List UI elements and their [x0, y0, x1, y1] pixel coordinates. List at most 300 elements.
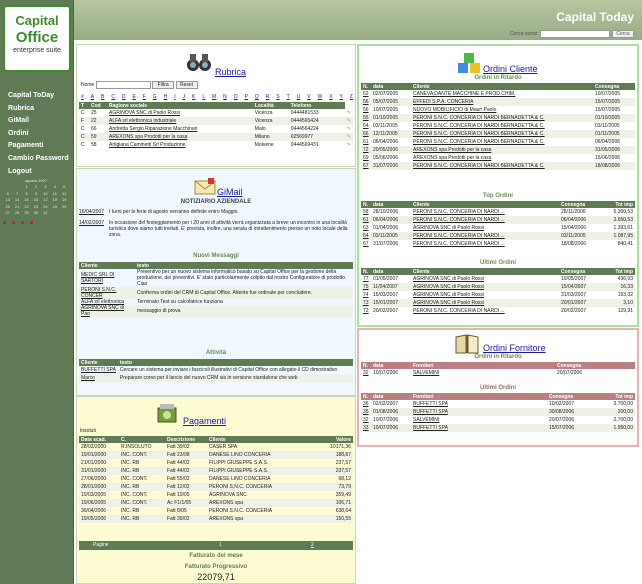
num-cell[interactable]: 72 [361, 146, 371, 154]
num-cell[interactable]: 61 [361, 216, 371, 224]
client-cell[interactable]: AGRINOVA SNC di Paolo Rossi [413, 276, 485, 282]
date-cell: 10/05/2006 [79, 515, 119, 523]
pager-label: Pagine [93, 542, 109, 548]
letter-link[interactable]: X [329, 94, 333, 100]
date-cell: 03/11/2005 [371, 232, 411, 240]
client-cell: DANESE LINO CONCERIA [207, 451, 317, 459]
col-cliente: Cliente [411, 83, 593, 90]
calendar-day[interactable]: 5 [63, 184, 66, 189]
calendar-day[interactable]: 6 [6, 190, 9, 196]
calendar-day[interactable]: 14 [14, 197, 20, 202]
sidebar [0, 0, 74, 584]
calendar-day[interactable]: 16 [33, 197, 39, 202]
client-cell[interactable]: AGRINOVA SNC di Paolo Rossi [413, 225, 485, 231]
col-consegna: Consegna [593, 83, 635, 90]
pagamenti-title[interactable]: Pagamenti [183, 416, 227, 426]
col-n: N. [361, 393, 371, 400]
num-cell[interactable]: 64 [361, 232, 371, 240]
num-cell[interactable]: 69 [363, 155, 369, 161]
client-cell[interactable]: AGRINOVA SNC di Pao [79, 305, 135, 317]
date-cell: 20/02/2007 [373, 308, 399, 314]
type-cell: INC. RB [119, 515, 165, 523]
date-cell: 31/01/2000 [79, 467, 119, 475]
letter-link[interactable]: J [182, 94, 186, 100]
calendar-day[interactable]: 1 [25, 184, 28, 189]
city-cell: Malo [254, 126, 266, 132]
col-cliente: Cliente [411, 268, 559, 275]
client-cell[interactable]: Marco [79, 374, 118, 382]
col-cod: Cod [89, 102, 107, 109]
total-cell: 5.300,53 [613, 209, 633, 215]
of-ultimi-wrap [361, 393, 635, 432]
name-cell[interactable]: Artigiana Caminetti Srl Produzione [109, 142, 186, 148]
delivery-cell: 10/07/2005 [595, 91, 621, 97]
calendar-day[interactable]: 24 [43, 203, 48, 209]
num-cell[interactable]: 74 [363, 292, 369, 298]
col-telefono: Telefono [289, 102, 345, 109]
table-row[interactable] [79, 515, 353, 523]
oc-ultimi-wrap [361, 268, 635, 315]
calendar-day[interactable]: 8 [25, 190, 28, 196]
logo-line1: Capital [15, 13, 59, 28]
table-row[interactable] [361, 224, 635, 232]
oc-top-table [361, 201, 635, 248]
date-cell: 05/06/2006 [373, 155, 399, 161]
calendar-day[interactable]: 15 [24, 197, 29, 202]
table-row[interactable] [361, 291, 635, 299]
search-input[interactable] [540, 30, 610, 38]
notiz-text: In occasione del festeggiamento per i 20 anni di attività verrà organizzata a breve un incontro in una località turistica dove siamo tutti invitati. E' prevista, inoltre, una serata di intrattenimento presso un noto locale della zona. [109, 220, 348, 238]
table-row[interactable] [361, 216, 635, 224]
of-ritardo-table [361, 362, 635, 377]
letter-link[interactable]: U [296, 94, 301, 100]
num-cell[interactable]: 56 [361, 98, 371, 106]
client-cell[interactable]: NUOVO MOBILIFICIO di Mauri Paolo [413, 107, 497, 113]
table-row[interactable] [361, 114, 635, 122]
calendar-day[interactable]: 25 [52, 203, 58, 209]
table-row[interactable] [361, 275, 635, 283]
pagamenti-table [79, 436, 353, 523]
search-button[interactable]: Cerca [612, 30, 634, 38]
edit-icon[interactable]: ✎ [346, 110, 351, 116]
page-2[interactable]: 2 [311, 542, 314, 548]
calendar-day[interactable]: 18 [52, 197, 58, 202]
calendar-day[interactable]: 13 [5, 197, 10, 202]
col-tot-imp: Tot imp [601, 268, 635, 275]
col-testo: testo [118, 359, 353, 366]
search-label: Cerca nome: [510, 31, 539, 37]
date-cell: 06/04/2006 [371, 216, 411, 224]
name-cell[interactable]: Andretta Sergio Riparazione Macchinari [109, 126, 198, 132]
letter-link[interactable]: F [142, 94, 146, 100]
delivery-cell: 31/03/2007 [561, 292, 587, 298]
num-cell[interactable]: 32 [363, 370, 369, 376]
date-cell: 15/03/2007 [373, 292, 399, 298]
table-row[interactable] [361, 400, 635, 408]
col-fornitori: Fornitori [411, 393, 547, 400]
table-row[interactable] [79, 305, 353, 317]
table-row[interactable] [361, 240, 635, 248]
letter-link[interactable]: H [163, 94, 168, 100]
nome-label: Nome [81, 82, 95, 88]
client-cell[interactable]: AGRINOVA SNC di Paolo Rossi [411, 283, 559, 291]
supplier-cell[interactable]: BUFFETTI SPA [411, 408, 547, 416]
reset-button[interactable]: Reset [176, 81, 198, 89]
table-row[interactable] [361, 138, 635, 146]
table-row[interactable] [79, 287, 353, 299]
calendar-day[interactable]: 20 [5, 203, 10, 209]
attivita-table [79, 359, 353, 382]
notiz-item [79, 220, 353, 238]
table-row[interactable] [79, 269, 353, 287]
client-cell[interactable]: AREXONS spa Prodotti per la casa [411, 146, 593, 154]
calendar-day[interactable]: 2 [34, 184, 38, 189]
date-cell: 05/07/2005 [371, 98, 411, 106]
client-cell: PERONI S.N.C. CONCERIA [207, 483, 317, 491]
letter-link[interactable]: O [233, 94, 238, 100]
num-cell[interactable]: 67 [361, 162, 371, 170]
col-data: data [371, 393, 411, 400]
table-row[interactable] [79, 366, 353, 374]
edit-icon[interactable]: ✎ [346, 126, 351, 132]
table-row[interactable] [361, 130, 635, 138]
letter-link[interactable]: C [111, 94, 115, 100]
letter-link[interactable]: A [90, 94, 95, 100]
table-row[interactable] [79, 109, 353, 117]
delivery-cell: 28/11/2006 [561, 209, 586, 215]
city-cell: Vicenza [254, 110, 273, 116]
col-cliente: Cliente [79, 262, 135, 269]
col-n: N. [361, 362, 371, 369]
delivery-cell: 03/11/2005 [595, 123, 620, 129]
num-cell[interactable]: 32 [363, 417, 369, 423]
table-row[interactable] [79, 374, 353, 382]
client-cell: FILIPPI GIUSEPPE S.A.S. [209, 460, 269, 466]
col-data: data [371, 83, 411, 90]
col-n: N. [361, 83, 371, 90]
col-data: data [371, 362, 411, 369]
col-data: data [371, 201, 411, 208]
desc-cell: Fatt 39/02 [167, 444, 190, 450]
client-cell[interactable]: PERONI S.N.C. CONCERIA DI NARDI BERNADETTA & C. [413, 139, 545, 145]
of-ritardo-title: Ordini in Ritardo [474, 354, 522, 360]
table-row[interactable] [79, 141, 353, 149]
date-cell: 01/10/2005 [371, 114, 411, 122]
name-cell[interactable]: AREXONS spa Prodotti per la casa [107, 133, 253, 141]
edit-icon[interactable]: ✎ [346, 118, 351, 124]
total-cell: 1.950,00 [601, 424, 635, 432]
num-cell[interactable]: 66 [361, 130, 371, 138]
table-row[interactable] [79, 475, 353, 483]
client-cell[interactable]: PERONI S.N.C. CONCERIA DI NARDI BERNADETTA & C. [411, 114, 593, 122]
num-cell[interactable]: 36 [363, 401, 369, 407]
table-row[interactable] [79, 499, 353, 507]
col-ragione-sociale: Ragione sociale [107, 102, 253, 109]
date-cell: 21/01/2000 [81, 460, 107, 466]
text-cell: Cercare un sistema per inviare i fascicoli illustrativi di Capital Office con allegato il CD dimostrativo [119, 367, 338, 373]
nav-item-pagamenti[interactable]: Pagamenti [8, 142, 44, 150]
client-cell[interactable]: PERONI S.N.C. CONCERIA DI NARDI ... [411, 232, 559, 240]
date-cell: 01/04/2006 [373, 225, 399, 231]
letter-link[interactable]: G [152, 94, 157, 100]
nav-item-ordini[interactable]: Ordini [8, 129, 29, 137]
of-ultimi-title: Ultimi Ordini [480, 385, 516, 391]
table-row[interactable] [361, 408, 635, 416]
type-cell: INC. RB [119, 467, 165, 475]
table-row[interactable] [79, 483, 353, 491]
value-cell: 10171,36 [330, 444, 351, 450]
col-localita: Località [253, 102, 289, 109]
type-cell: INC. CONT. [119, 451, 165, 459]
value-cell: 188,87 [317, 451, 353, 459]
table-row[interactable] [79, 491, 353, 499]
total-cell: 16,33 [601, 283, 635, 291]
calendar-day[interactable]: 19 [62, 197, 67, 202]
client-cell: FILIPPI GIUSEPPE S.A.S. [207, 467, 317, 475]
client-cell[interactable]: PERONI S.N.C. CONCERIA DI NARDI BERNADETTA & C. [411, 130, 593, 138]
letter-link[interactable]: T [286, 94, 290, 100]
letter-link[interactable]: D [121, 94, 126, 100]
nuovi-messaggi-title: Nuovi Messaggi [193, 253, 239, 259]
num-cell[interactable]: 73 [361, 299, 371, 307]
filter-button[interactable]: Filtra [152, 81, 174, 89]
ordini-cliente-title[interactable]: Ordini Cliente [483, 64, 538, 74]
table-row[interactable] [361, 299, 635, 307]
client-cell[interactable]: PERONI S.N.C. CONCERIA DI NARDI BERNADETTA & C. [413, 123, 545, 129]
client-cell[interactable]: PERONI S.N.C. CONCERIA DI NARDI BERNADETTA & C. [411, 162, 593, 170]
delivery-cell: 03/11/2005 [559, 232, 601, 240]
client-cell[interactable]: AGRINOVA SNC di Paolo Rossi [411, 299, 559, 307]
client-cell[interactable]: PERONI S.N.C. CONCERIA DI NARDI ... [413, 308, 505, 314]
date-cell: 03/11/2005 [373, 123, 398, 129]
date-cell: 31/07/2006 [373, 241, 399, 247]
table-row[interactable] [79, 117, 353, 125]
nav-item-rubrica[interactable]: Rubrica [8, 104, 35, 112]
num-cell[interactable]: 67 [363, 241, 369, 247]
table-row[interactable] [79, 467, 353, 475]
name-cell[interactable]: ALFA srl elettronica industriale [107, 117, 253, 125]
logo-line2: Office [15, 29, 59, 46]
nav-item-capital-today[interactable]: Capital ToDay [8, 92, 55, 99]
supplier-cell[interactable]: SALVEMINI [413, 370, 440, 376]
num-cell[interactable]: 35 [361, 408, 371, 416]
gimail-title[interactable]: GiMail [217, 187, 243, 197]
col-cliente: Cliente [411, 201, 559, 208]
total-cell: 3.700,00 [613, 401, 633, 407]
num-cell[interactable]: 72 [363, 308, 369, 314]
delivery-cell: 18/08/2006 [593, 162, 635, 170]
calendar-day[interactable]: 7 [16, 190, 19, 196]
client-cell[interactable]: CANEVA DANTE MACCHINE E PROD.CHIM. [413, 91, 516, 97]
fatturato-progressivo-label: Fatturato Progressivo [184, 564, 248, 570]
table-row[interactable] [361, 106, 635, 114]
type-cell: INC. RB [119, 483, 165, 491]
table-row[interactable] [361, 232, 635, 240]
client-cell[interactable]: AGRINOVA SNC di Paolo Rossi [413, 292, 485, 298]
page-1[interactable]: 1 [219, 542, 222, 548]
city-cell: Milano [253, 133, 289, 141]
table-row[interactable] [79, 451, 353, 459]
calendar-title: agosto 2007 [24, 178, 48, 183]
letter-link[interactable]: Z [349, 94, 353, 100]
edit-icon[interactable]: ✎ [346, 142, 351, 148]
calendar-day[interactable]: 22 [24, 203, 29, 209]
name-cell[interactable]: AGRINOVA SNC di Paolo Rossi [109, 110, 181, 116]
date-cell: 30/04/2006 [81, 508, 107, 514]
rubrica-title[interactable]: Rubrica [215, 67, 247, 77]
letter-link[interactable]: E [132, 94, 136, 100]
rubrica-panel [76, 44, 356, 167]
client-cell[interactable]: BUFFETTI SPA [81, 367, 116, 373]
calendar-day[interactable]: 27 [5, 210, 10, 215]
desc-cell: Fatt 55/02 [167, 476, 190, 482]
calendar-day[interactable]: 11 [52, 190, 57, 196]
client-cell[interactable]: AREXONS spa Prodotti per la casa [413, 155, 492, 161]
num-cell[interactable]: 33 [361, 424, 371, 432]
calendar-day[interactable]: 28 [14, 210, 20, 215]
supplier-cell[interactable]: BUFFETTI SPA [413, 401, 448, 407]
letter-link[interactable]: # [81, 94, 84, 100]
calendar-day[interactable]: 31 [43, 210, 48, 215]
calendar-day[interactable]: 4 [53, 184, 56, 189]
calendar-day[interactable]: 3 [44, 184, 47, 189]
client-cell[interactable]: PERONI S.N.C. CONCERIA DI NARDI ... [413, 241, 505, 247]
supplier-cell[interactable]: SALVEMINI [413, 417, 440, 423]
table-row[interactable] [361, 283, 635, 291]
notiz-date[interactable]: 16/04/2007 [79, 209, 105, 215]
nome-input[interactable] [96, 81, 151, 89]
calendar-day[interactable]: 12 [62, 190, 67, 196]
notiziario-list [79, 209, 353, 238]
letter-link[interactable]: Q [254, 94, 259, 100]
table-row[interactable] [361, 208, 635, 216]
col-consegna: Consegna [559, 201, 601, 208]
nav-item-logout[interactable]: Logout [8, 167, 32, 175]
date-cell: 10/01/2000 [79, 451, 119, 459]
table-row[interactable] [361, 122, 635, 130]
num-cell[interactable]: 56 [363, 107, 369, 113]
table-row[interactable] [79, 125, 353, 133]
num-cell[interactable]: 58 [363, 209, 369, 215]
client-cell[interactable]: ALFA srl elettronica [81, 299, 125, 305]
calendar-day[interactable]: 29 [24, 210, 29, 215]
letter-link[interactable]: K [192, 94, 196, 100]
calendar-day[interactable]: 21 [14, 203, 20, 209]
client-cell[interactable]: EFFEDI S.P.A. CONCERIA [411, 98, 593, 106]
desc-cell: Fatt 10/05 [167, 492, 190, 498]
calendar-day[interactable]: 17 [43, 197, 48, 202]
letter-link[interactable]: B [101, 94, 105, 100]
col-consegna: Consegna [559, 268, 601, 275]
ordini-cliente-panel [357, 44, 639, 327]
date-cell: 27/06/2000 [81, 476, 107, 482]
type-cell: INC. CONT. [121, 492, 148, 498]
num-cell[interactable]: 64 [363, 123, 369, 129]
letter-link[interactable]: S [276, 94, 280, 100]
col-n: N. [361, 268, 371, 275]
ordini-fornitore-title[interactable]: Ordini Fornitore [483, 343, 546, 353]
num-cell[interactable]: 77 [363, 276, 369, 282]
calendar-grid [3, 184, 69, 217]
gimail-panel [76, 168, 356, 396]
client-cell[interactable]: PERONI S.N.C. CONCERIA DI NARDI ... [411, 216, 559, 224]
type-cell: F [79, 117, 89, 125]
table-row[interactable] [361, 416, 635, 424]
calendar-day[interactable]: 23 [33, 203, 39, 209]
client-cell[interactable]: MEDIC SRL DI SARTORI [81, 272, 115, 284]
letter-link[interactable]: I [174, 94, 176, 100]
letter-link[interactable]: M [212, 94, 217, 100]
table-row[interactable] [361, 162, 635, 170]
letter-link[interactable]: W [317, 94, 323, 100]
messaggi-wrap [79, 262, 353, 317]
client-cell[interactable]: PERONI S.N.C. CONCER [79, 287, 135, 299]
city-cell: Vicenza [253, 117, 289, 125]
num-cell[interactable]: 55 [361, 114, 371, 122]
table-row[interactable] [79, 507, 353, 515]
rubrica-table [79, 102, 353, 149]
ultimi-ordini-title: Ultimi Ordini [480, 260, 516, 266]
table-row[interactable] [79, 459, 353, 467]
num-cell[interactable]: 63 [363, 225, 369, 231]
num-cell[interactable]: 61 [363, 139, 369, 145]
letter-link[interactable]: Y [339, 94, 343, 100]
nav-menu [8, 90, 69, 178]
search-bar [510, 30, 634, 39]
notiz-text: I turni per le ferie di agosto verranno definite entro Maggio. [109, 209, 239, 215]
supplier-cell[interactable]: BUFFETTI SPA [411, 424, 547, 432]
client-cell: AREXONS spa [207, 499, 317, 507]
letter-link[interactable]: L [202, 94, 206, 100]
calendar-day[interactable]: 26 [62, 203, 67, 209]
table-row[interactable] [361, 90, 635, 98]
calendar-day[interactable]: 30 [33, 210, 39, 215]
table-row[interactable] [361, 98, 635, 106]
date-cell: 02/02/2007 [373, 401, 399, 407]
nav-item-gimail[interactable]: GiMail [8, 117, 30, 125]
calendar-day[interactable]: 9 [34, 190, 38, 196]
edit-icon[interactable]: ✎ [346, 134, 351, 140]
col-consegna: Consegna [555, 362, 635, 369]
phone-cell: 0444565424 [289, 117, 345, 125]
code-cell: 59 [89, 133, 107, 141]
table-row[interactable] [361, 307, 635, 315]
num-cell[interactable]: 75 [361, 283, 371, 291]
letter-link[interactable]: N [223, 94, 227, 100]
table-row[interactable] [361, 154, 635, 162]
pagamenti-table-wrap [79, 436, 353, 523]
calendar-day[interactable]: 10 [43, 190, 48, 196]
value-cell: 150,55 [317, 515, 353, 523]
money-icon [155, 401, 179, 427]
date-cell: 10/07/2006 [371, 424, 411, 432]
table-row[interactable] [79, 443, 353, 451]
nav-item-cambio-password[interactable]: Cambio Password [8, 154, 69, 162]
num-cell[interactable]: 62 [363, 91, 369, 97]
phone-cell: 0444481533 [290, 110, 319, 116]
letter-link[interactable]: P [244, 94, 248, 100]
table-row[interactable] [361, 369, 635, 377]
letter-link[interactable]: V [307, 94, 311, 100]
table-row[interactable] [361, 424, 635, 432]
table-row[interactable] [79, 133, 353, 141]
table-row[interactable] [361, 146, 635, 154]
notiz-date[interactable]: 14/02/2007 [79, 220, 105, 226]
letter-link[interactable]: R [265, 94, 270, 100]
col-data-scad: Data scad. [79, 436, 119, 443]
delivery-cell: 20/02/2007 [561, 308, 587, 314]
client-cell[interactable]: PERONI S.N.C. CONCERIA DI NARDI ... [413, 209, 505, 215]
